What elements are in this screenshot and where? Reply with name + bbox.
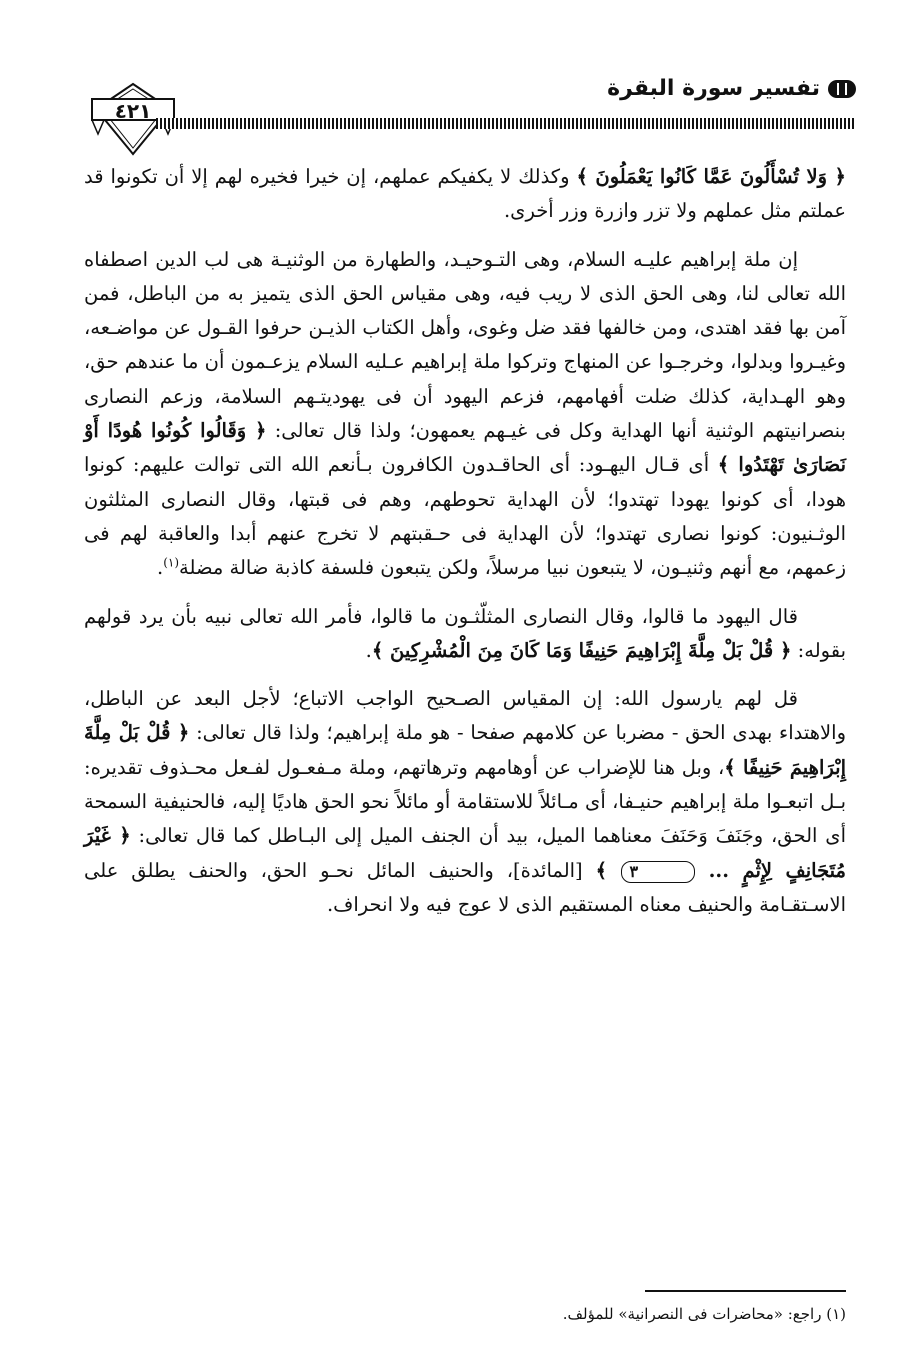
quran-verse: ﴿ قُلْ بَلْ مِلَّةَ إِبْرَاهِيمَ حَنِيفًا وَمَا كَانَ مِنَ الْمُشْرِكِينَ ﴾	[371, 638, 792, 662]
quran-verse: ﴿ غَيْرَ مُتَجَانِفٍ لِإِثْمٍ ...	[84, 824, 846, 882]
paragraph-text: [المائدة]، والحنيف المائل نحـو الحق، والحنف يطلق على الاسـتقـامة والحنيف معناه المستقيم الذى لا عوج فيه ولا انحراف.	[84, 858, 846, 916]
paragraph-text: قل لهم يارسول الله: إن المقياس الصـحيح الواجب الاتباع؛ لأجل البعد عن الباطل، والاهتداء بهدى الحق - مضربا عن كلامهم صفحا - هو ملة إبراهيم؛ ولذا قال تعالى:	[84, 687, 847, 745]
quran-verse: ﴿ قُلْ بَلْ مِلَّةَ إِبْرَاهِيمَ حَنِيفًا ﴾	[84, 721, 846, 779]
paragraph	[84, 160, 846, 229]
paragraph-text: أى قـال اليهـود: أى الحاقـدون الكافرون بـأنعم الله التى توالت عليهم: كونوا هودا، أى كونوا يهودا تهتدوا؛ لأن الهداية تحوطهم، وهم فى قبتها، وقال النصارى المثلثون الوثـنيون: كونوا نصارى تهتدوا؛ لأن الهداية فى حـقبتهم لا تخرج عنهم أبدا والعاقبة لهم فى زعمهم، مع أنهم وثنيـون، لا يتبعون نبيا مرسلاً، ولكن يتبعون فلسفة كاذبة ضالة مضلة	[84, 453, 846, 580]
header-ornament-icon	[828, 80, 856, 98]
book-title: تفسير سورة البقرة	[607, 76, 820, 101]
paragraph-text: إن ملة إبراهيم عليـه السلام، وهى التـوحيـد، والطهارة من الوثنيـة هى لب الدين اصطفاه الله تعالى لنا، وهى الحق الذى لا ريب فيه، وهى مقياس الحق الذى يتميز به من الباطل، فمن آمن بها فقد اهتدى، ومن خالفها فقد ضل وغوى، وأهل الكتاب الذيـن حرفوا القـول عن مواضـعه، وغيـروا وبدلوا، وخرجـوا عن المنهاج وتركوا ملة إبراهيم عـليه السلام يزعـمون أن ما عندهم حق، وهو الهـداية، كذلك ضلت أفهامهم، فزعم اليهود أن فى يهوديتـهم السلامة، وزعم النصارى بنصرانيتهم الوثنية أنها الهداية وكل فى غيـهم يعمهون؛ ولذا قال تعالى:	[84, 247, 846, 443]
page-header	[80, 70, 856, 160]
paragraph	[84, 682, 846, 922]
header-rule	[156, 118, 856, 129]
paragraph-text: .	[365, 638, 372, 662]
footnote-rule	[645, 1290, 846, 1292]
quran-verse: ﴾	[595, 858, 621, 882]
running-head	[607, 76, 856, 101]
paragraph	[84, 600, 846, 669]
paragraph-text: قال اليهود ما قالوا، وقال النصارى المثلّثـون ما قالوا، فأمر الله تعالى نبيه بأن يرد قولهم بقوله:	[84, 604, 846, 662]
ayah-number: ٣	[621, 861, 696, 883]
paragraph	[84, 243, 846, 586]
footnote-marker: (١)	[163, 555, 180, 570]
body-text	[84, 160, 846, 936]
quran-verse: ﴿ وَقَالُوا كُونُوا هُودًا أَوْ نَصَارَىٰ تَهْتَدُوا ﴾	[84, 419, 846, 477]
paragraph-text: .	[157, 556, 164, 580]
page-number: ٤٢١	[114, 99, 152, 123]
quran-verse: ﴿ وَلا تُسْأَلُونَ عَمَّا كَانُوا يَعْمَلُونَ ﴾	[576, 165, 846, 188]
footnote: (١) راجع: «محاضرات فى النصرانية» للمؤلف.	[562, 1305, 846, 1323]
paragraph-text: وكذلك لا يكفيكم عملهم، إن خيرا فخيره لهم إلا أن تكونوا قد عملتم مثل عملهم ولا تزر وازرة وزر أخرى.	[84, 165, 846, 223]
paragraph-text: ، وبل هنا للإضراب عن أوهامهم وترهاتهم، وملة مـفعـول لفـعل محـذوف تقديره: بـل اتبعـوا ملة إبراهيم حنيـفا، أى مـائلاً للاستقامة أو مائلاً نحو الحق هاديًا إليه، فالحنيفية السمحة أى الحق، وجَنَفَ وَحَنَفَ معناهما الميل، بيد أن الجنف الميل إلى البـاطل كما قال تعالى:	[84, 755, 846, 848]
